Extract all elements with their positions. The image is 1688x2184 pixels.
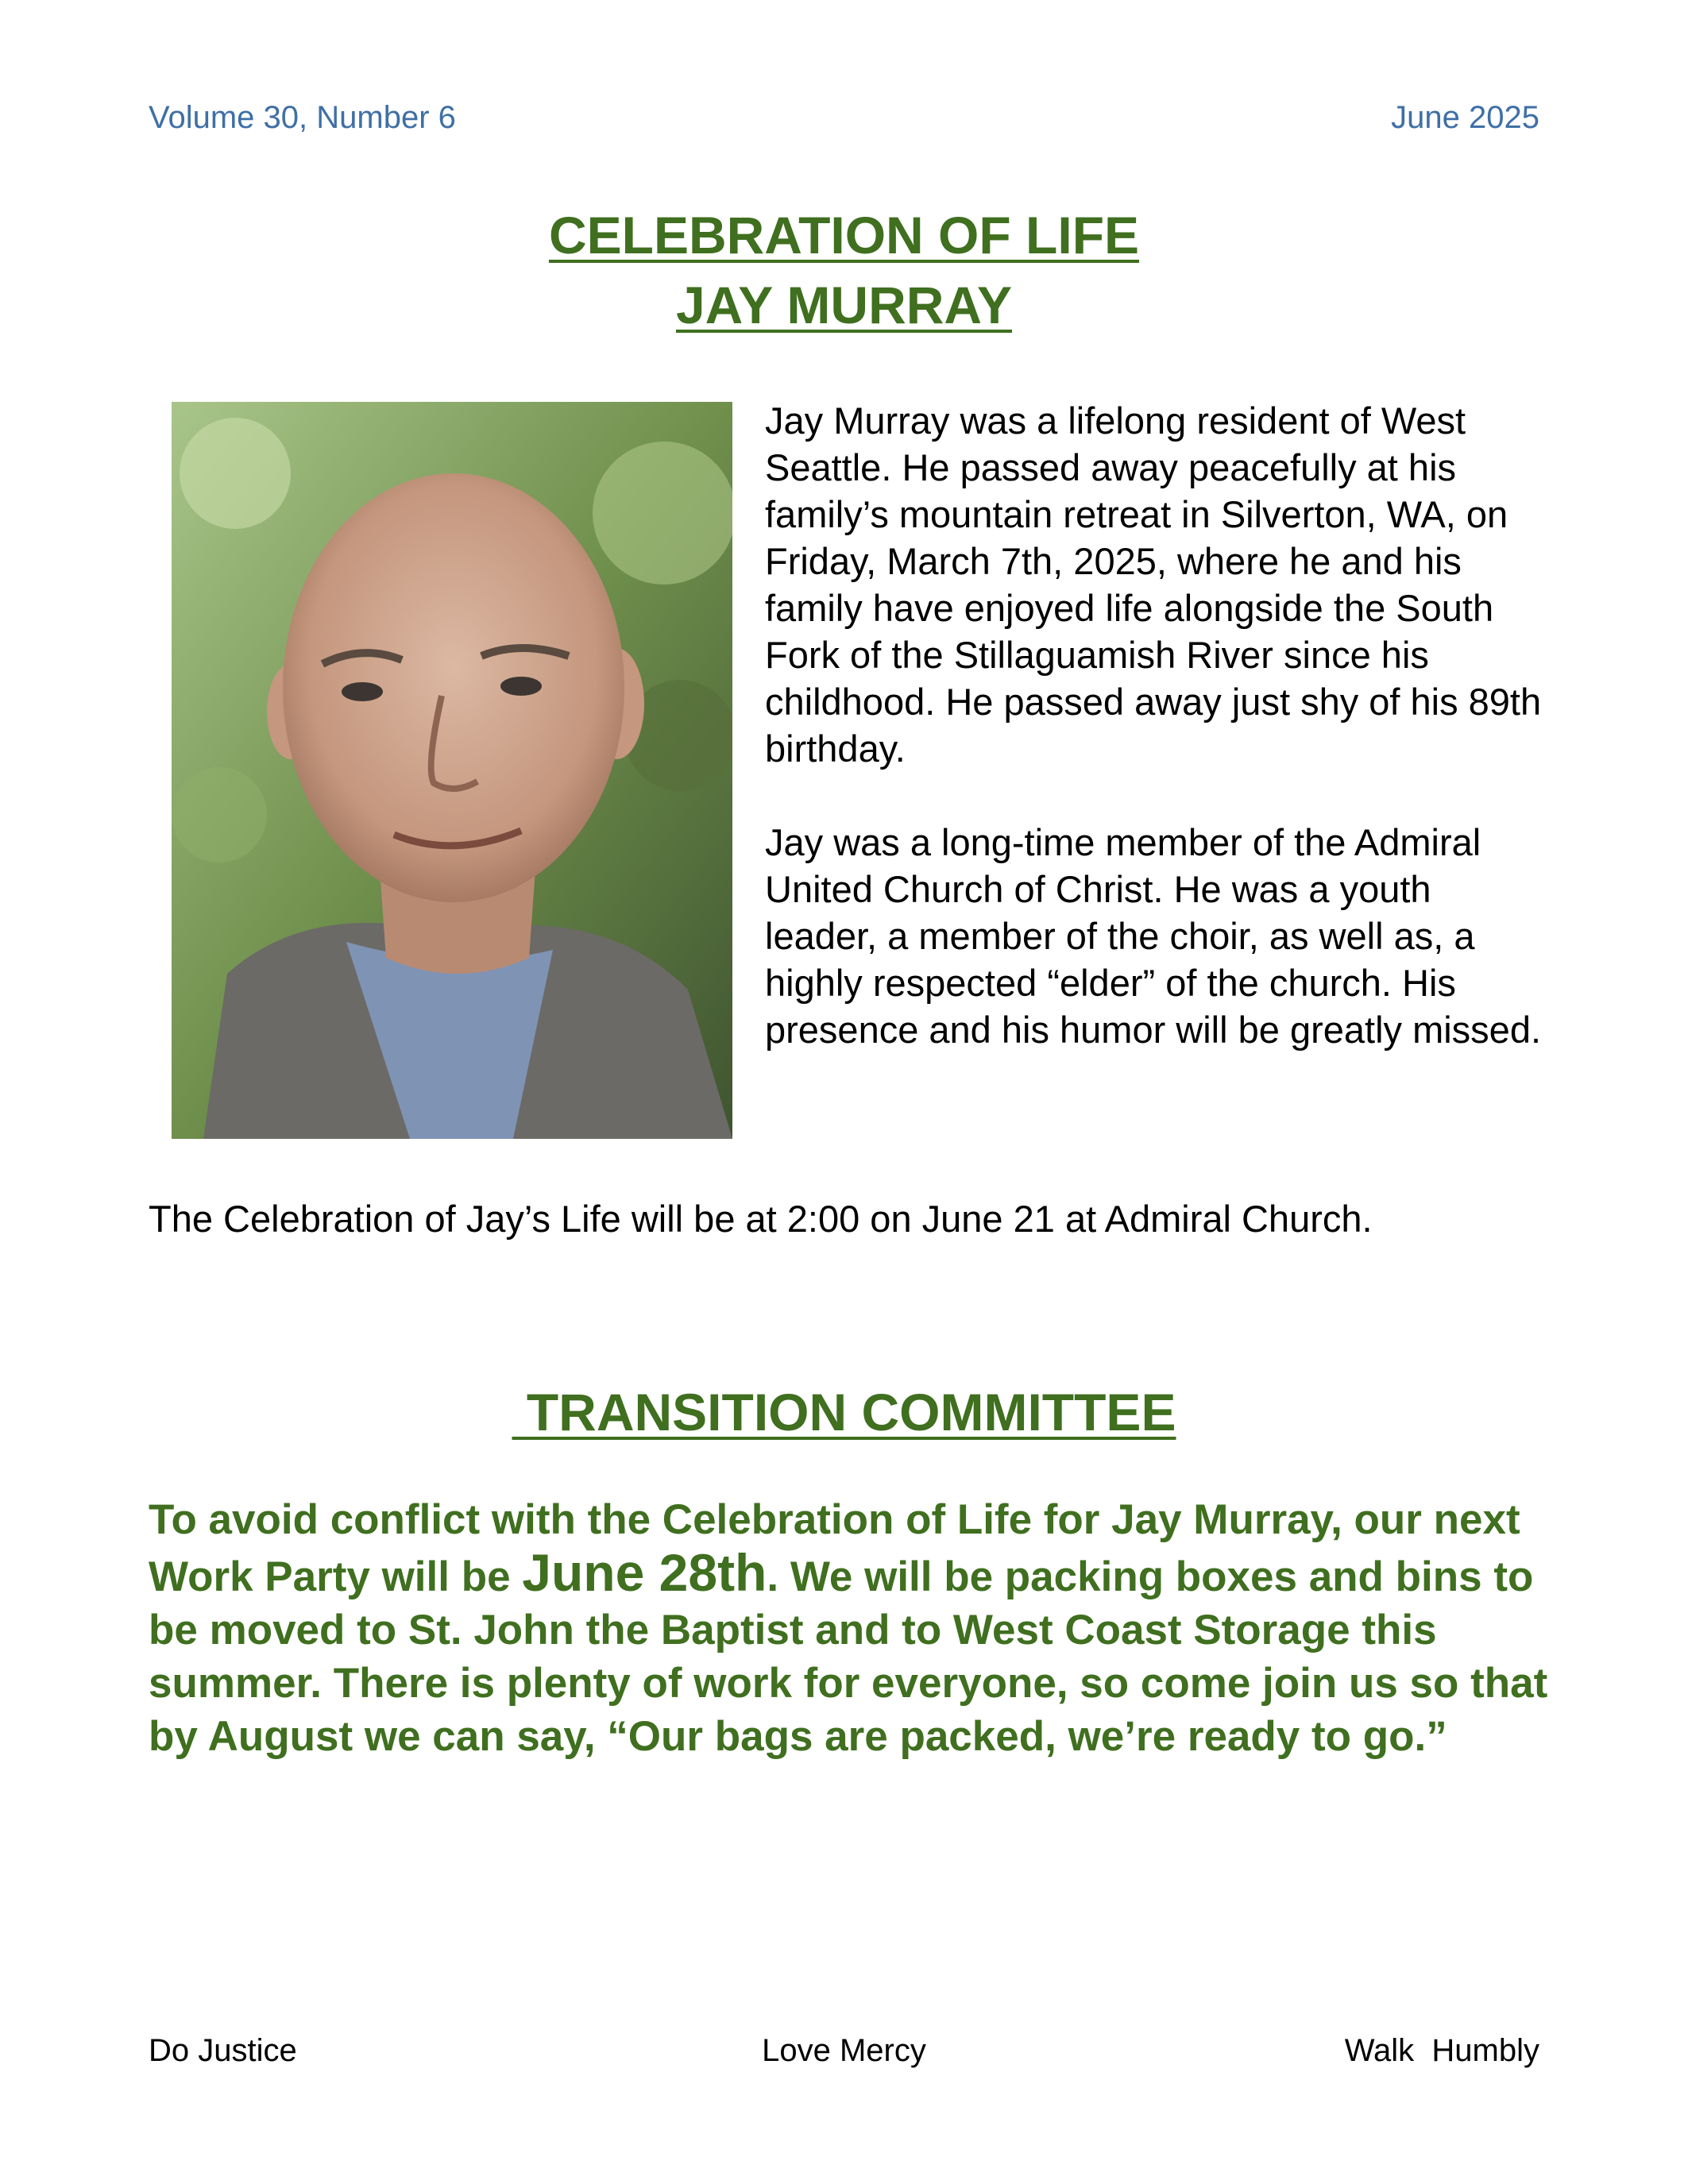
celebration-title-line2: JAY MURRAY — [675, 276, 1013, 334]
volume-number: Volume 30, Number 6 — [149, 100, 456, 135]
bio-paragraph-2: Jay was a long-time member of the Admiral United Church of Christ. He was a youth leader, a member of the choir, as well as, a highly respected “elder” of the church. His presence and his humor will be greatly missed. — [765, 821, 1542, 1051]
portrait-photo — [172, 402, 732, 1139]
transition-committee-title-text: TRANSITION COMMITTEE — [512, 1383, 1176, 1441]
footer-walk-humbly: Walk Humbly — [1344, 2033, 1539, 2068]
service-announcement: The Celebration of Jay’s Life will be at 2:00 on June 21 at Admiral Church. — [149, 1198, 1373, 1240]
transition-committee-body — [149, 1493, 1562, 1763]
transition-body-part2: . We will be packing boxes and bins to be moved to St. John the Baptist and to West Coast Storage this summer. There is plenty of work for everyone, so come join us so that by August we can say, “Our bags are packed, we’re ready to go.” — [149, 1553, 1548, 1760]
footer-love-mercy: Love Mercy — [762, 2033, 926, 2068]
footer-do-justice: Do Justice — [149, 2033, 297, 2068]
transition-body-part1: To avoid conflict with the Celebration of Life for Jay Murray, our next Work Party will be — [149, 1496, 1520, 1600]
bio-paragraph-1: Jay Murray was a lifelong resident of West Seattle. He passed away peacefully at his family’s mountain retreat in Silverton, WA, on Friday, March 7th, 2025, where he and his family have enjoyed life alongside the South Fork of the Stillaguamish River since his childhood. He passed away just shy of his 89th birthday. — [765, 399, 1542, 770]
celebration-title-line1: CELEBRATION OF LIFE — [548, 206, 1140, 264]
bio-text — [765, 397, 1551, 1053]
issue-date: June 2025 — [1391, 100, 1539, 135]
transition-committee-title — [0, 1380, 1688, 1444]
celebration-title — [0, 200, 1688, 340]
work-party-date: June 28th — [522, 1543, 767, 1602]
